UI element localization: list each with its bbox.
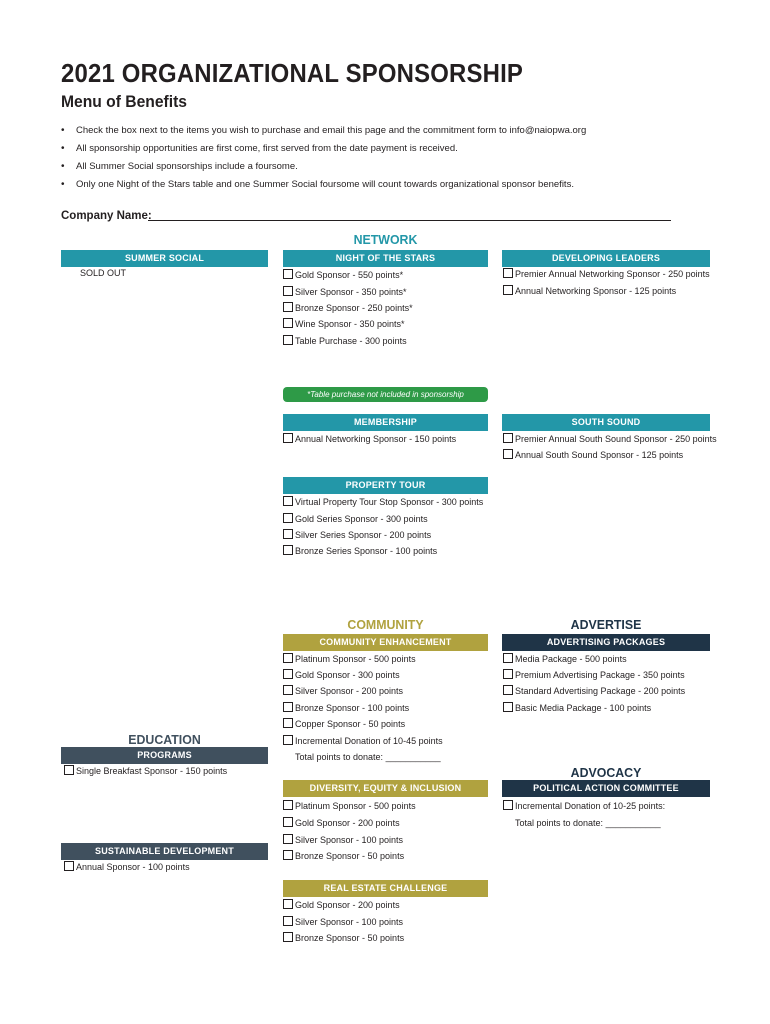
checkbox[interactable] <box>503 702 513 712</box>
community-enhancement-header: COMMUNITY ENHANCEMENT <box>283 634 488 651</box>
south-sound-header: SOUTH SOUND <box>502 414 710 431</box>
instruction-item: • All Summer Social sponsorships include a foursome. <box>61 160 741 178</box>
company-name-field[interactable] <box>148 220 671 221</box>
real-estate-challenge-header: REAL ESTATE CHALLENGE <box>283 880 488 897</box>
dei-option[interactable]: Gold Sponsor - 200 points <box>283 816 400 830</box>
developing-leaders-header: DEVELOPING LEADERS <box>502 250 710 267</box>
advertising-option[interactable]: Media Package - 500 points <box>503 652 627 666</box>
network-title: NETWORK <box>353 232 418 247</box>
checkbox[interactable] <box>283 302 293 312</box>
checkbox[interactable] <box>283 669 293 679</box>
checkbox[interactable] <box>283 899 293 909</box>
real-estate-challenge-option[interactable]: Silver Sponsor - 100 points <box>283 915 403 929</box>
company-name-label: Company Name: <box>61 210 152 222</box>
checkbox[interactable] <box>503 669 513 679</box>
community-enhancement-option[interactable]: Silver Sponsor - 200 points <box>283 684 403 698</box>
dei-option[interactable]: Bronze Sponsor - 50 points <box>283 849 404 863</box>
dei-option[interactable]: Silver Sponsor - 100 points <box>283 833 403 847</box>
night-of-stars-option[interactable]: Wine Sponsor - 350 points* <box>283 317 405 331</box>
property-tour-header: PROPERTY TOUR <box>283 477 488 494</box>
community-enhancement-option[interactable]: Copper Sponsor - 50 points <box>283 717 405 731</box>
checkbox[interactable] <box>64 861 74 871</box>
programs-option[interactable]: Single Breakfast Sponsor - 150 points <box>64 764 227 778</box>
instructions-list <box>61 124 741 196</box>
advertising-option[interactable]: Basic Media Package - 100 points <box>503 701 651 715</box>
checkbox[interactable] <box>503 800 513 810</box>
real-estate-challenge-option[interactable]: Bronze Sponsor - 50 points <box>283 931 404 945</box>
education-title: EDUCATION <box>128 732 201 747</box>
table-purchase-note: *Table purchase not included in sponsorship <box>283 387 488 402</box>
membership-header: MEMBERSHIP <box>283 414 488 431</box>
pac-donation-total-field[interactable]: Total points to donate: ___________ <box>515 818 661 828</box>
dei-header: DIVERSITY, EQUITY & INCLUSION <box>283 780 488 797</box>
page-title: 2021 ORGANIZATIONAL SPONSORSHIP <box>61 58 524 88</box>
checkbox[interactable] <box>503 285 513 295</box>
community-enhancement-option[interactable]: Incremental Donation of 10-45 points <box>283 734 443 748</box>
community-enhancement-option[interactable]: Platinum Sponsor - 500 points <box>283 652 416 666</box>
property-tour-option[interactable]: Silver Series Sponsor - 200 points <box>283 528 431 542</box>
dei-option[interactable]: Platinum Sponsor - 500 points <box>283 799 416 813</box>
night-of-stars-option[interactable]: Silver Sponsor - 350 points* <box>283 285 407 299</box>
south-sound-option[interactable]: Annual South Sound Sponsor - 125 points <box>503 448 683 462</box>
sustainable-development-header: SUSTAINABLE DEVELOPMENT <box>61 843 268 860</box>
checkbox[interactable] <box>283 545 293 555</box>
checkbox[interactable] <box>283 916 293 926</box>
night-of-stars-header: NIGHT OF THE STARS <box>283 250 488 267</box>
property-tour-option[interactable]: Gold Series Sponsor - 300 points <box>283 512 428 526</box>
checkbox[interactable] <box>503 685 513 695</box>
checkbox[interactable] <box>283 817 293 827</box>
instruction-item: • All sponsorship opportunities are first come, first served from the date payment is received. <box>61 142 741 160</box>
checkbox[interactable] <box>283 318 293 328</box>
community-enhancement-option[interactable]: Bronze Sponsor - 100 points <box>283 701 409 715</box>
checkbox[interactable] <box>283 800 293 810</box>
night-of-stars-option[interactable]: Table Purchase - 300 points <box>283 334 407 348</box>
summer-social-status: SOLD OUT <box>80 268 127 278</box>
advertising-packages-header: ADVERTISING PACKAGES <box>502 634 710 651</box>
advertise-title: ADVERTISE <box>570 617 642 632</box>
property-tour-option[interactable]: Bronze Series Sponsor - 100 points <box>283 544 437 558</box>
checkbox[interactable] <box>283 335 293 345</box>
advertising-option[interactable]: Standard Advertising Package - 200 points <box>503 684 685 698</box>
checkbox[interactable] <box>283 834 293 844</box>
advertising-option[interactable]: Premium Advertising Package - 350 points <box>503 668 685 682</box>
checkbox[interactable] <box>503 433 513 443</box>
checkbox[interactable] <box>283 932 293 942</box>
checkbox[interactable] <box>283 286 293 296</box>
summer-social-header: SUMMER SOCIAL <box>61 250 268 267</box>
developing-leaders-option[interactable]: Annual Networking Sponsor - 125 points <box>503 284 676 298</box>
night-of-stars-option[interactable]: Gold Sponsor - 550 points* <box>283 268 403 282</box>
checkbox[interactable] <box>283 529 293 539</box>
checkbox[interactable] <box>503 449 513 459</box>
instruction-item: • Only one Night of the Stars table and one Summer Social foursome will count towards organizational sponsor benefits. <box>61 178 741 196</box>
advocacy-title: ADVOCACY <box>570 765 642 780</box>
checkbox[interactable] <box>283 685 293 695</box>
community-donation-total-field[interactable]: Total points to donate: ___________ <box>295 752 441 762</box>
community-title: COMMUNITY <box>347 617 424 632</box>
checkbox[interactable] <box>283 735 293 745</box>
night-of-stars-option[interactable]: Bronze Sponsor - 250 points* <box>283 301 413 315</box>
property-tour-option[interactable]: Virtual Property Tour Stop Sponsor - 300 points <box>283 495 483 509</box>
checkbox[interactable] <box>64 765 74 775</box>
page-subtitle: Menu of Benefits <box>61 92 187 111</box>
checkbox[interactable] <box>283 433 293 443</box>
south-sound-option[interactable]: Premier Annual South Sound Sponsor - 250 points <box>503 432 717 446</box>
checkbox[interactable] <box>503 268 513 278</box>
programs-header: PROGRAMS <box>61 747 268 764</box>
membership-option[interactable]: Annual Networking Sponsor - 150 points <box>283 432 456 446</box>
checkbox[interactable] <box>283 702 293 712</box>
checkbox[interactable] <box>503 653 513 663</box>
checkbox[interactable] <box>283 653 293 663</box>
pac-option[interactable]: Incremental Donation of 10-25 points: <box>503 799 665 813</box>
sustainable-development-option[interactable]: Annual Sponsor - 100 points <box>64 860 190 874</box>
community-enhancement-option[interactable]: Gold Sponsor - 300 points <box>283 668 400 682</box>
checkbox[interactable] <box>283 850 293 860</box>
checkbox[interactable] <box>283 269 293 279</box>
developing-leaders-option[interactable]: Premier Annual Networking Sponsor - 250 points <box>503 267 710 281</box>
real-estate-challenge-option[interactable]: Gold Sponsor - 200 points <box>283 898 400 912</box>
pac-header: POLITICAL ACTION COMMITTEE <box>502 780 710 797</box>
checkbox[interactable] <box>283 513 293 523</box>
checkbox[interactable] <box>283 496 293 506</box>
checkbox[interactable] <box>283 718 293 728</box>
instruction-item: • Check the box next to the items you wish to purchase and email this page and the commitment form to info@naiopwa.org <box>61 124 741 142</box>
